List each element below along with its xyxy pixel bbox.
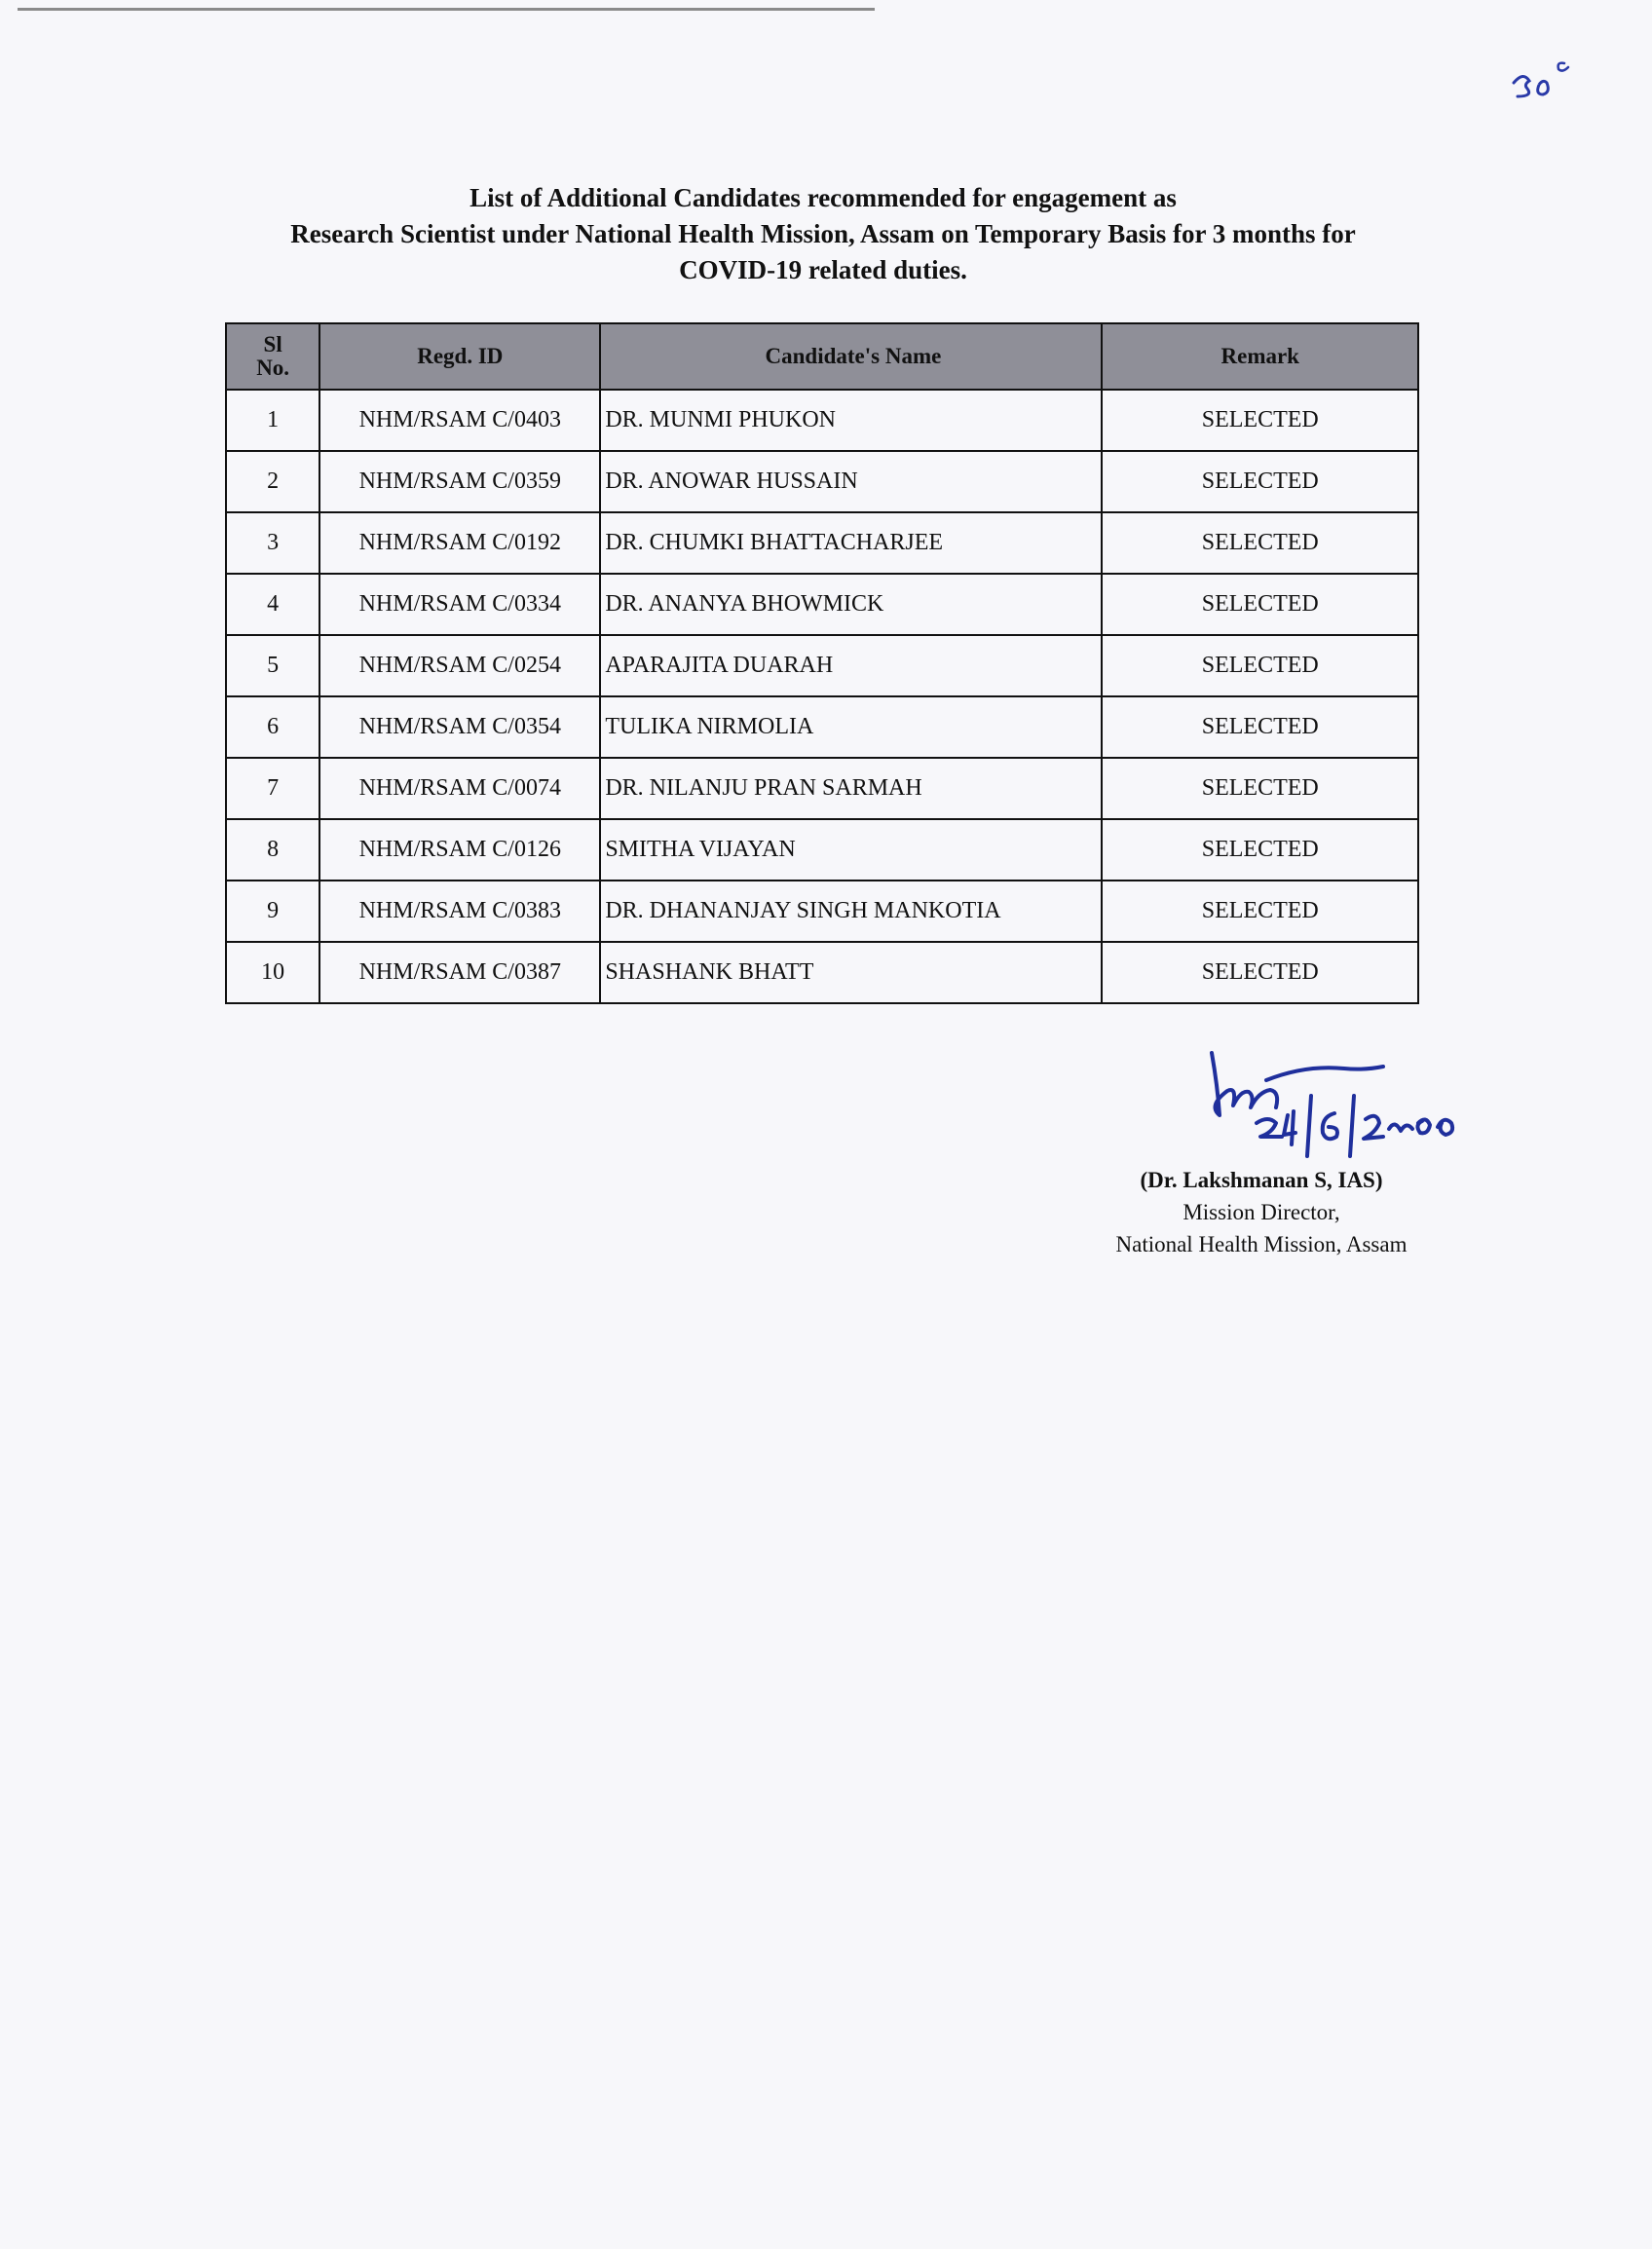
table-row — [226, 696, 1418, 758]
handwritten-page-number — [1510, 54, 1578, 102]
signatory-designation: Mission Director, — [1183, 1200, 1340, 1224]
cell-sl-no: 2 — [226, 451, 319, 512]
cell-candidate-name: DR. MUNMI PHUKON — [600, 390, 1102, 451]
cell-remark: SELECTED — [1102, 758, 1418, 819]
table-row — [226, 819, 1418, 881]
cell-regd-id: NHM/RSAM C/0359 — [319, 451, 600, 512]
table-row — [226, 635, 1418, 696]
cell-sl-no: 9 — [226, 881, 319, 942]
cell-remark: SELECTED — [1102, 819, 1418, 881]
cell-regd-id: NHM/RSAM C/0354 — [319, 696, 600, 758]
cell-regd-id: NHM/RSAM C/0126 — [319, 819, 600, 881]
header-sl-line-1: Sl — [263, 332, 282, 356]
cell-sl-no: 7 — [226, 758, 319, 819]
cell-remark: SELECTED — [1102, 696, 1418, 758]
cell-sl-no: 6 — [226, 696, 319, 758]
cell-candidate-name: APARAJITA DUARAH — [600, 635, 1102, 696]
heading-line-3: COVID-19 related duties. — [679, 255, 967, 284]
cell-remark: SELECTED — [1102, 635, 1418, 696]
signatory-organization: National Health Mission, Assam — [1115, 1232, 1408, 1256]
top-rule — [18, 8, 875, 11]
heading-line-1: List of Additional Candidates recommended for engagement as — [469, 183, 1177, 212]
table-row — [226, 390, 1418, 451]
cell-sl-no: 4 — [226, 574, 319, 635]
cell-remark: SELECTED — [1102, 512, 1418, 574]
cell-candidate-name: TULIKA NIRMOLIA — [600, 696, 1102, 758]
table-row — [226, 881, 1418, 942]
header-sl-line-2: No. — [256, 356, 290, 380]
table-row — [226, 451, 1418, 512]
cell-sl-no: 3 — [226, 512, 319, 574]
table-row — [226, 512, 1418, 574]
cell-candidate-name: DR. NILANJU PRAN SARMAH — [600, 758, 1102, 819]
cell-candidate-name: DR. ANOWAR HUSSAIN — [600, 451, 1102, 512]
cell-regd-id: NHM/RSAM C/0383 — [319, 881, 600, 942]
header-candidate-name: Candidate's Name — [600, 323, 1102, 390]
signatory-name: (Dr. Lakshmanan S, IAS) — [1140, 1168, 1383, 1192]
cell-regd-id: NHM/RSAM C/0387 — [319, 942, 600, 1003]
candidates-table-container — [225, 322, 1419, 1004]
cell-remark: SELECTED — [1102, 881, 1418, 942]
candidates-table — [225, 322, 1419, 1004]
cell-remark: SELECTED — [1102, 942, 1418, 1003]
table-row — [226, 758, 1418, 819]
cell-remark: SELECTED — [1102, 574, 1418, 635]
cell-regd-id: NHM/RSAM C/0192 — [319, 512, 600, 574]
signatory-block — [1081, 1164, 1442, 1260]
cell-sl-no: 5 — [226, 635, 319, 696]
table-row — [226, 574, 1418, 635]
cell-candidate-name: DR. DHANANJAY SINGH MANKOTIA — [600, 881, 1102, 942]
header-sl-no — [226, 323, 319, 390]
cell-candidate-name: SHASHANK BHATT — [600, 942, 1102, 1003]
cell-regd-id: NHM/RSAM C/0334 — [319, 574, 600, 635]
cell-regd-id: NHM/RSAM C/0074 — [319, 758, 600, 819]
document-heading — [195, 180, 1451, 288]
cell-candidate-name: DR. ANANYA BHOWMICK — [600, 574, 1102, 635]
table-header-row — [226, 323, 1418, 390]
table-row — [226, 942, 1418, 1003]
cell-regd-id: NHM/RSAM C/0403 — [319, 390, 600, 451]
cell-candidate-name: DR. CHUMKI BHATTACHARJEE — [600, 512, 1102, 574]
header-regd-id: Regd. ID — [319, 323, 600, 390]
cell-sl-no: 1 — [226, 390, 319, 451]
cell-candidate-name: SMITHA VIJAYAN — [600, 819, 1102, 881]
cell-remark: SELECTED — [1102, 390, 1418, 451]
header-remark: Remark — [1102, 323, 1418, 390]
handwritten-signature — [1198, 1047, 1481, 1183]
cell-remark: SELECTED — [1102, 451, 1418, 512]
heading-line-2: Research Scientist under National Health Mission, Assam on Temporary Basis for 3 months for — [290, 219, 1356, 248]
cell-sl-no: 10 — [226, 942, 319, 1003]
cell-sl-no: 8 — [226, 819, 319, 881]
cell-regd-id: NHM/RSAM C/0254 — [319, 635, 600, 696]
